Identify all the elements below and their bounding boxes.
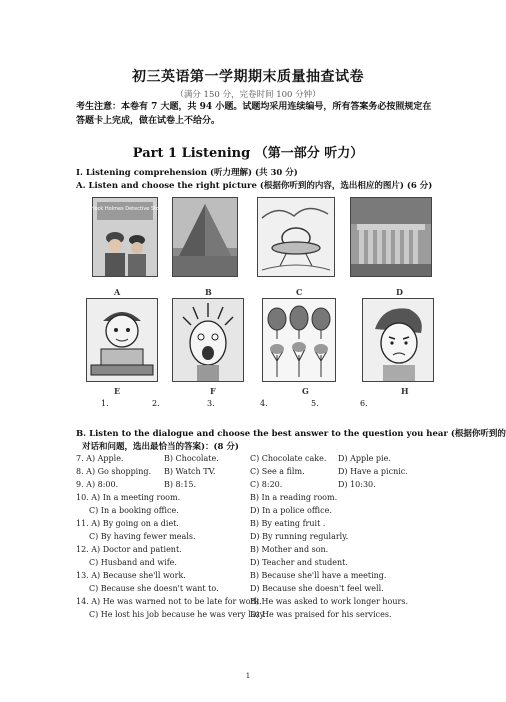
question-14-option-c: C) He lost his job because he was very lazy. bbox=[89, 610, 266, 619]
answer-number-1: 1. bbox=[101, 399, 109, 408]
question-12-option-a: 12. A) Doctor and patient. bbox=[76, 545, 182, 554]
picture-label-e: E bbox=[114, 386, 121, 396]
question-7-option-c: C) Chocolate cake. bbox=[250, 454, 327, 463]
book-caption: Sherlock Holmes Detective Stories bbox=[81, 206, 169, 212]
picture-trees bbox=[262, 298, 336, 382]
question-11-option-c: C) By having fewer meals. bbox=[89, 532, 196, 541]
question-9-option-a: 9. A) 8:00. bbox=[76, 480, 119, 489]
question-10-option-c: C) In a booking office. bbox=[89, 506, 179, 515]
question-11-option-d: D) By running regularly. bbox=[250, 532, 349, 541]
picture-boy-computer bbox=[86, 298, 158, 382]
question-11-option-b: B) By eating fruit . bbox=[250, 519, 326, 528]
picture-label-b: B bbox=[205, 287, 212, 297]
answer-number-3: 3. bbox=[207, 399, 215, 408]
temple-image bbox=[351, 198, 431, 276]
picture-label-g: G bbox=[302, 386, 309, 396]
question-8-option-b: B) Watch TV. bbox=[164, 467, 216, 476]
trees-image bbox=[263, 299, 335, 381]
question-13-option-b: B) Because she'll have a meeting. bbox=[250, 571, 387, 580]
section-a-heading: A. Listen and choose the right picture (根据你听到的内容，选出相应的图片) (6 分) bbox=[76, 181, 433, 191]
answer-number-6: 6. bbox=[360, 399, 368, 408]
question-14-option-b: B) He was asked to work longer hours. bbox=[250, 597, 408, 606]
book-cover-image bbox=[81, 198, 169, 276]
page-number: 1 bbox=[245, 672, 251, 680]
picture-label-f: F bbox=[210, 386, 216, 396]
question-12-option-c: C) Husband and wife. bbox=[89, 558, 177, 567]
exam-note: 考生注意：本卷有 7 大题，共 94 小题。试题均采用连续编号，所有答案务必按照规定在答题卡上完成，做在试卷上不给分。 bbox=[76, 102, 432, 126]
picture-sad-boy bbox=[362, 298, 434, 382]
answer-number-5: 5. bbox=[311, 399, 319, 408]
picture-pyramid bbox=[172, 197, 238, 277]
question-12-option-b: B) Mother and son. bbox=[250, 545, 329, 554]
question-8-option-a: 8. A) Go shopping. bbox=[76, 467, 152, 476]
picture-label-a: A bbox=[114, 287, 121, 297]
picture-parthenon bbox=[350, 197, 432, 277]
question-11-option-a: 11. A) By going on a diet. bbox=[76, 519, 179, 528]
question-7-option-d: D) Apple pie. bbox=[338, 454, 391, 463]
answer-number-4: 4. bbox=[260, 399, 268, 408]
section-b-heading-2: 对话和问题，选出最恰当的答案)：(8 分) bbox=[82, 442, 239, 452]
question-9-option-c: C) 8:20. bbox=[250, 480, 283, 489]
question-13-option-c: C) Because she doesn't want to. bbox=[89, 584, 219, 593]
exam-title: 初三英语第一学期期末质量抽查试卷 bbox=[132, 69, 364, 85]
question-10-option-d: D) In a police office. bbox=[250, 506, 332, 515]
exam-subtitle: （满分 150 分，完卷时间 100 分钟） bbox=[175, 90, 321, 100]
section-heading: I. Listening comprehension (听力理解) (共 30 分) bbox=[76, 168, 298, 178]
question-8-option-d: D) Have a picnic. bbox=[338, 467, 408, 476]
question-14-option-a: 14. A) He was warned not to be late for work. bbox=[76, 597, 262, 606]
sad-boy-image bbox=[363, 299, 433, 381]
scared-face-image bbox=[173, 299, 243, 381]
question-7-option-a: 7. A) Apple. bbox=[76, 454, 124, 463]
part-title: Part 1 Listening （第一部分 听力） bbox=[132, 146, 364, 161]
question-13-option-a: 13. A) Because she'll work. bbox=[76, 571, 186, 580]
question-10-option-a: 10. A) In a meeting room. bbox=[76, 493, 181, 502]
ufo-image bbox=[258, 198, 334, 276]
question-12-option-d: D) Teacher and student. bbox=[250, 558, 348, 567]
picture-label-d: D bbox=[396, 287, 403, 297]
picture-scared-face bbox=[172, 298, 244, 382]
question-9-option-b: B) 8:15. bbox=[164, 480, 197, 489]
picture-ufo bbox=[257, 197, 335, 277]
question-13-option-d: D) Because she doesn't feel well. bbox=[250, 584, 384, 593]
question-8-option-c: C) See a film. bbox=[250, 467, 305, 476]
boy-computer-image bbox=[87, 299, 157, 381]
section-b-heading: B. Listen to the dialogue and choose the best answer to the question you hear (根据你听到的 bbox=[76, 429, 506, 439]
picture-label-h: H bbox=[401, 386, 409, 396]
question-7-option-b: B) Chocolate. bbox=[164, 454, 219, 463]
question-9-option-d: D) 10:30. bbox=[338, 480, 376, 489]
answer-number-2: 2. bbox=[152, 399, 160, 408]
question-10-option-b: B) In a reading room. bbox=[250, 493, 338, 502]
picture-book bbox=[81, 197, 169, 277]
picture-label-c: C bbox=[296, 287, 303, 297]
question-14-option-d: D) He was praised for his services. bbox=[250, 610, 392, 619]
pyramid-image bbox=[173, 198, 237, 276]
